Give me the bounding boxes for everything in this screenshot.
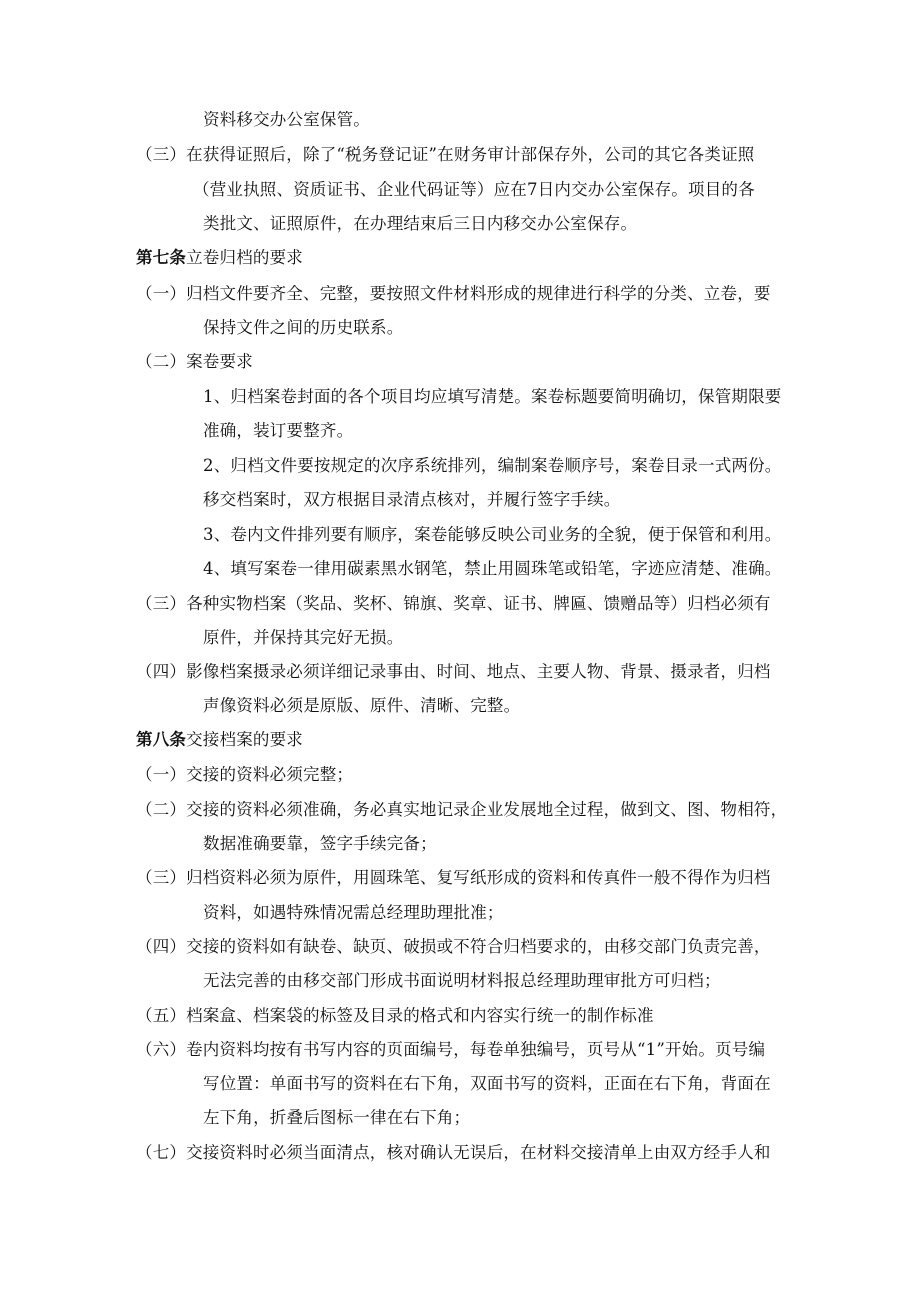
clause-line: （三）在获得证照后，除了“税务登记证”在财务审计部保存外，公司的其它各类证照 [136,145,755,164]
clause-line: （一）归档文件要齐全、完整，要按照文件材料形成的规律进行科学的分类、立卷，要 [136,284,771,303]
text-line: 资料移交办公室保管。 [203,110,370,129]
text-line: 原件，并保持其完好无损。 [203,628,404,647]
numbered-item: 4、填写案卷一律用碳素黑水钢笔，禁止用圆珠笔或铅笔，字迹应清楚、准确。 [203,559,782,578]
clause-line: （七）交接资料时必须当面清点，核对确认无误后，在材料交接清单上由双方经手人和 [136,1143,771,1162]
clause-line: （三）各种实物档案（奖品、奖杯、锦旗、奖章、证书、牌匾、馈赠品等）归档必须有 [136,594,771,613]
text-line: 资料，如遇特殊情况需总经理助理批准； [203,903,504,922]
text-line: 写位置：单面书写的资料在右下角，双面书写的资料，正面在右下角，背面在 [203,1074,771,1093]
text-line: 声像资料必须是原版、原件、清晰、完整。 [203,696,521,715]
text-line: 移交档案时，双方根据目录清点核对，并履行签字手续。 [203,490,621,509]
article-7-title: 立卷归档的要求 [186,248,304,267]
clause-line: （一）交接的资料必须完整； [136,765,354,784]
text-line: 数据准确要靠，签字手续完备； [203,834,437,853]
clause-line: （二）案卷要求 [136,352,253,371]
numbered-item: 1、归档案卷封面的各个项目均应填写清楚。案卷标题要简明确切，保管期限要 [203,387,782,406]
clause-line: （四）交接的资料如有缺卷、缺页、破损或不符合归档要求的，由移交部门负责完善， [136,937,771,956]
clause-line: （三）归档资料必须为原件，用圆珠笔、复写纸形成的资料和传真件一般不得作为归档 [136,868,771,887]
numbered-item: 2、归档文件要按规定的次序系统排列，编制案卷顺序号，案卷目录一式两份。 [203,456,782,475]
numbered-item: 3、卷内文件排列要有顺序，案卷能够反映公司业务的全貌，便于保管和利用。 [203,525,782,544]
article-8-number: 第八条 [136,730,187,749]
clause-line: （五）档案盒、档案袋的标签及目录的格式和内容实行统一的制作标准 [136,1006,654,1025]
article-7-number: 第七条 [136,248,187,267]
clause-line: （二）交接的资料必须准确，务必真实地记录企业发展地全过程，做到文、图、物相符， [136,800,788,819]
article-8-title: 交接档案的要求 [186,730,304,749]
article-8-heading [136,728,303,752]
clause-line: （六）卷内资料均按有书写内容的页面编号，每卷单独编号，页号从“1”开始。页号编 [136,1040,766,1059]
text-line: 左下角，折叠后图标一律在右下角； [203,1108,471,1127]
text-line: （营业执照、资质证书、企业代码证等）应在7日内交办公室保存。项目的各 [193,180,755,199]
text-line: 无法完善的由移交部门形成书面说明材料报总经理助理审批方可归档； [203,971,721,990]
text-line: 保持文件之间的历史联系。 [203,318,404,337]
text-line: 类批文、证照原件，在办理结束后三日内移交办公室保存。 [203,214,638,233]
clause-line: （四）影像档案摄录必须详细记录事由、时间、地点、主要人物、背景、摄录者，归档 [136,662,771,681]
text-line: 准确，装订要整齐。 [203,421,354,440]
article-7-heading [136,246,303,270]
